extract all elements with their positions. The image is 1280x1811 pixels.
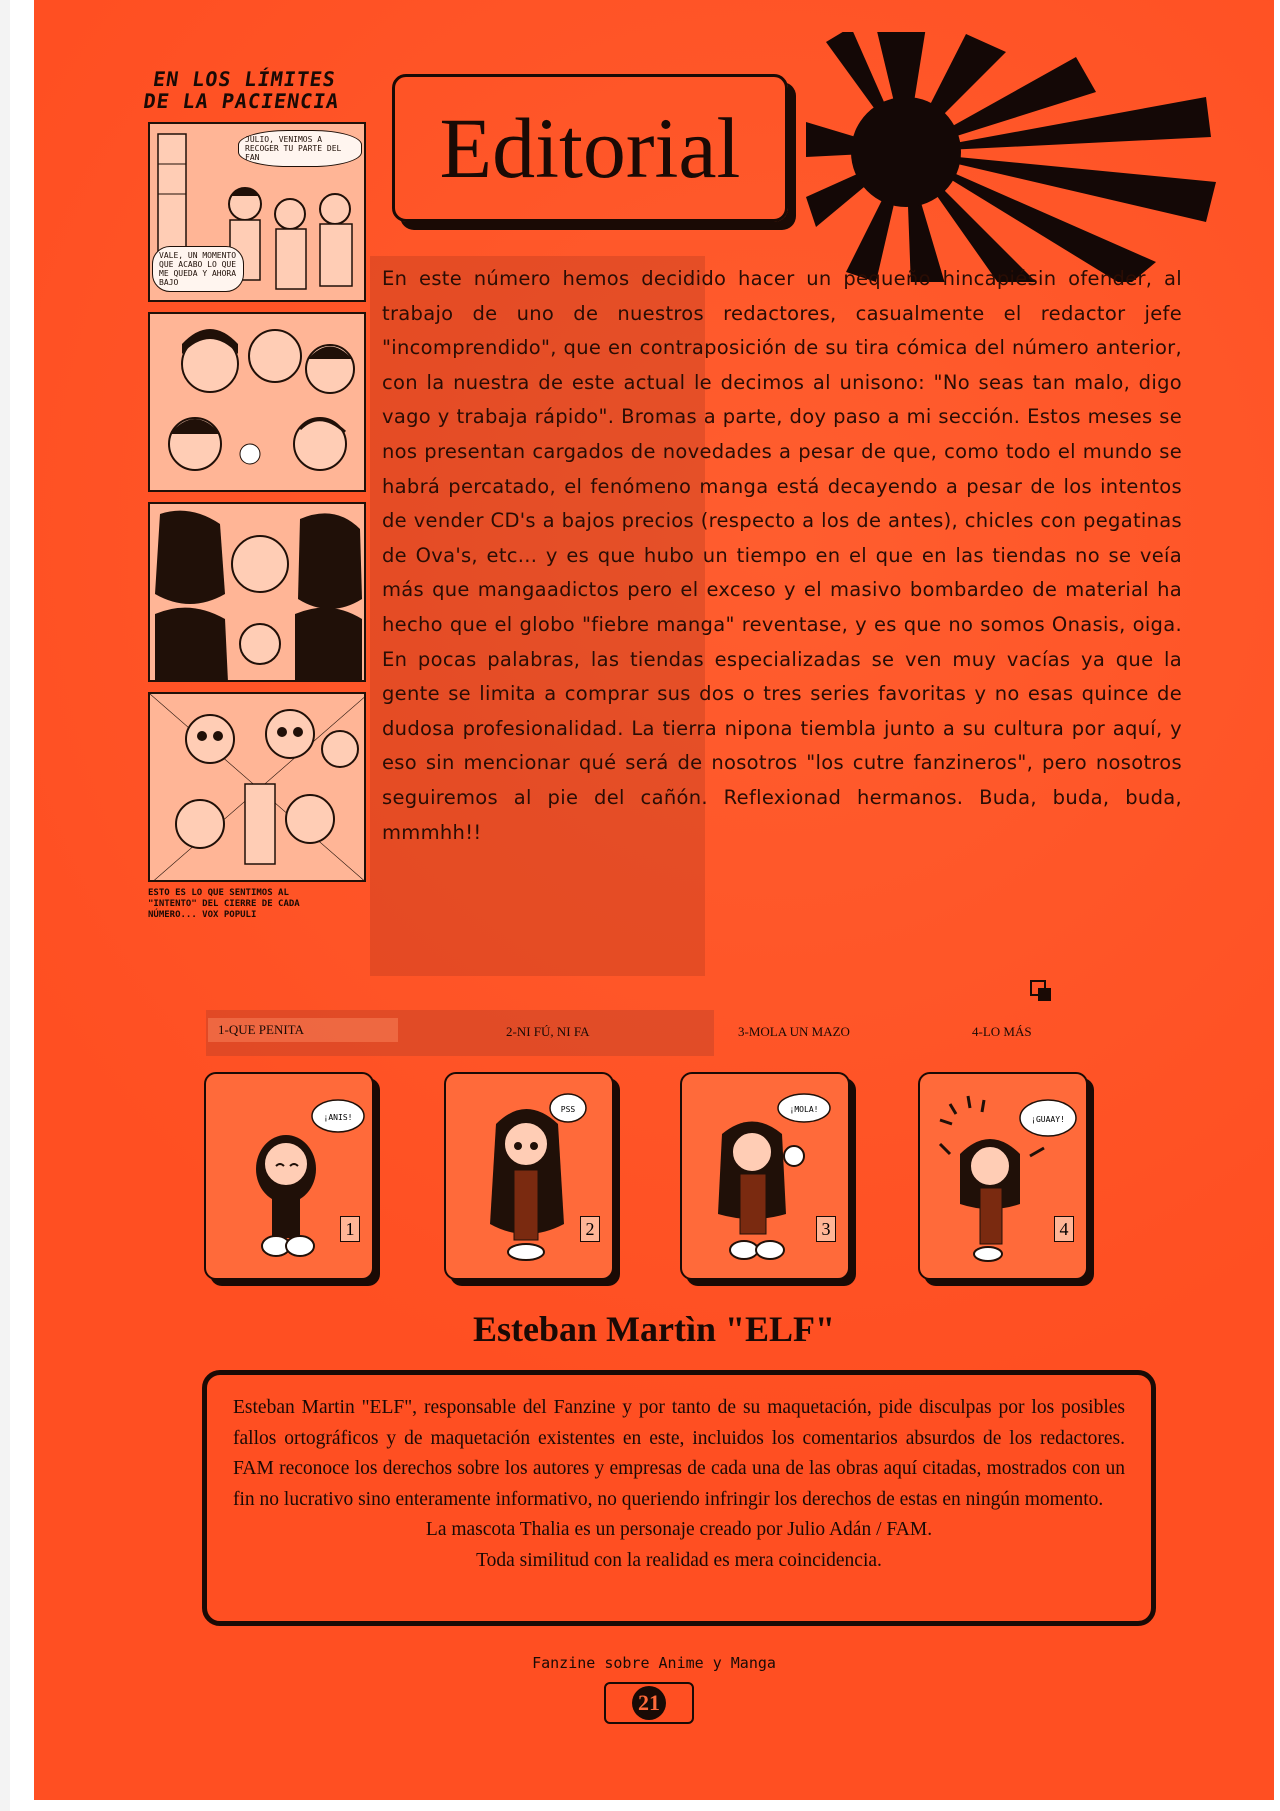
rating-card-3 xyxy=(680,1072,850,1280)
page-number: 21 xyxy=(632,1686,666,1720)
comic-panel-2-drawing xyxy=(150,314,366,492)
comic-panel-2 xyxy=(148,312,366,492)
mascot-2-drawing xyxy=(446,1074,614,1280)
rating-label-4: 4-LO MÁS xyxy=(972,1024,1032,1039)
comic-title xyxy=(109,68,377,112)
disclaimer-mascot-credit: La mascota Thalia es un personaje creado por Julio Adán / FAM. xyxy=(425,1519,933,1540)
rising-sun-icon xyxy=(786,32,1226,282)
disclaimer-box xyxy=(202,1370,1156,1626)
rating-card-4 xyxy=(918,1072,1088,1280)
scan-margin xyxy=(0,0,10,1811)
page-number-badge xyxy=(604,1682,694,1724)
mascot-4-drawing xyxy=(920,1074,1088,1280)
editorial-text: En este número hemos decidido hacer un pequeño hincapiésin ofender, al trabajo de uno de nuestros redactores, casualmente el redactor jefe "incomprendido", que en contraposición de su tira cómica del número anterior, con la nuestra de este actual le decimos al unisono: "No seas tan malo, digo vago y trabaja rápido". Bromas a parte, doy paso a mi sección. Estos meses se nos presentan cargados de novedades a pesar de que, como todo el mundo se habrá percatado, el fenómeno manga está decayendo a pesar de los intentos de vender CD's a bajos precios (respecto a los de antes), chicles con pegatinas de Ova's, etc... y es que hubo un tiempo en el que en las tiendas no se veía más que mangaadictos pero el exceso y el masivo bombardeo de material ha hecho que el globo "fiebre manga" reventase, y es que no somos Onasis, oiga. En pocas palabras, las tiendas especializadas se ven muy vacías ya que la gente se limita a comprar sus dos o tres series favoritas y no esas quince de dudosa profesionalidad. La tierra nipona tiembla junto a su cultura por aquí, y eso sin mencionar qué será de nosotros "los cutre fanzineros", pero nosotros seguiremos al pie del cañón. Reflexionad hermanos. Buda, buda, buda, mmmhh!! xyxy=(382,267,1182,844)
rating-scale xyxy=(206,1010,1106,1056)
disclaimer-similarity: Toda similitud con la realidad es mera coincidencia. xyxy=(476,1549,882,1571)
speech-balloon-1: JULIO, VENIMOS A RECOGER TU PARTE DEL FAN xyxy=(238,130,362,167)
card-3-bubble: ¡MOLA! xyxy=(789,1105,819,1114)
editorial-title-box xyxy=(392,74,788,222)
comic-caption: ESTO ES LO QUE SENTIMOS AL "INTENTO" DEL CIERRE DE CADA NÚMERO... VOX POPULI xyxy=(148,888,300,920)
rating-label-3: 3-MOLA UN MAZO xyxy=(738,1024,850,1039)
fanzine-page xyxy=(34,0,1274,1800)
card-1-bubble: ¡ANIS! xyxy=(323,1113,353,1122)
mascot-1-drawing xyxy=(206,1074,374,1280)
comic-title-line2: DE LA PACIENCIA xyxy=(141,89,341,113)
card-1-number: 1 xyxy=(340,1216,360,1242)
card-2-number: 2 xyxy=(580,1216,600,1242)
disclaimer-paragraph: Esteban Martin "ELF", responsable del Fanzine y por tanto de su maquetación, pide disculpas por los posibles fallos ortográficos y de maquetación existentes en este, incluidos los comentarios absurdos de los redactores. FAM reconoce los derechos sobre los autores y empresas de cada una de las obras aquí citadas, mostrados con un fin no lucrativo sino enteramente informativo, no queriendo infringir los derechos de estas en ningún momento. xyxy=(233,1397,1125,1510)
author-name: Esteban Martìn "ELF" xyxy=(473,1309,835,1349)
comic-title-line1: EN LOS LÍMITES xyxy=(151,67,338,91)
comic-panel-4-drawing xyxy=(150,694,366,882)
rating-card-2 xyxy=(444,1072,614,1280)
comic-panel-1 xyxy=(148,122,366,302)
comic-panel-3-drawing xyxy=(150,504,366,682)
card-3-number: 3 xyxy=(816,1216,836,1242)
speech-balloon-2: VALE, UN MOMENTO QUE ACABO LO QUE ME QUEDA Y AHORA BAJO xyxy=(152,246,244,292)
comic-panel-4 xyxy=(148,692,366,882)
editorial-title: Editorial xyxy=(439,100,741,196)
end-mark-icon xyxy=(1030,980,1052,1002)
card-4-bubble: ¡GUAAY! xyxy=(1031,1115,1065,1124)
footer-text: Fanzine sobre Anime y Manga xyxy=(532,1654,776,1672)
comic-panel-3 xyxy=(148,502,366,682)
rating-label-1: 1-QUE PENITA xyxy=(208,1018,398,1042)
rating-label-2: 2-NI FÚ, NI FA xyxy=(506,1024,590,1039)
mascot-3-drawing xyxy=(682,1074,850,1280)
card-2-bubble: PSS xyxy=(560,1105,576,1114)
rating-card-1 xyxy=(204,1072,374,1280)
card-4-number: 4 xyxy=(1054,1216,1074,1242)
comic-strip xyxy=(112,68,374,921)
